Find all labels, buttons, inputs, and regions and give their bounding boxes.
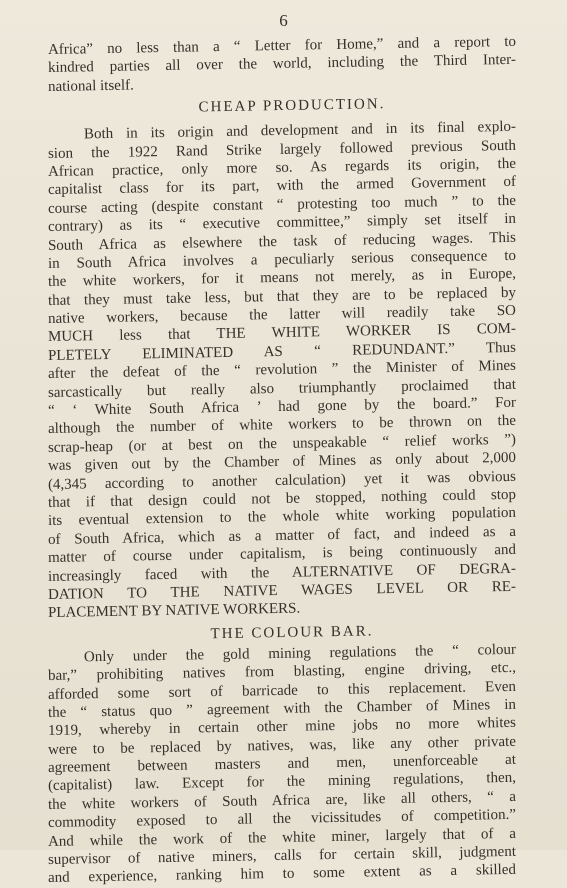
text-line: was given out by the Chamber of Mines as only about 2,000 (47, 450, 517, 475)
text-line: and experience, ranking him to some extent as a skilled (47, 862, 517, 887)
text-line: PLETELY ELIMINATED AS “ REDUNDANT.” Thus (47, 339, 517, 364)
text-line: that if that design could not be stopped, nothing could stop (47, 486, 517, 511)
text-line: scrap-heap (or at best on the unspeakable “ relief works ”) (47, 431, 517, 456)
text-line: Africa” no less than a “ Letter for Home,” and a report to (47, 33, 517, 58)
text-line: sion the 1922 Rand Strike largely followed previous South (47, 137, 517, 162)
text-line: after the defeat of the “ revolution ” the Minister of Mines (47, 358, 517, 383)
text-line: Both in its origin and development and in its final explo- (83, 119, 517, 143)
text-line: kindred parties all over the world, including the Third Inter- (47, 52, 517, 77)
body-text (47, 33, 517, 888)
text-line: although the number of white workers to be thrown on the (47, 413, 517, 438)
text-line: its eventual extension to the whole white working population (47, 505, 517, 530)
text-line: (capitalist) law. Except for the mining regulations, then, (47, 770, 517, 795)
text-line: South Africa as elsewhere the task of reducing wages. This (47, 229, 517, 254)
text-line: the “ status quo ” agreement with the Chamber of Mines in (47, 696, 517, 721)
text-line: matter of course under capitalism, is being continuously and (47, 541, 517, 567)
page-number: 6 (279, 11, 288, 30)
text-line: of South Africa, which as a matter of fact, and indeed as a (47, 523, 517, 548)
text-line: And while the work of the white miner, largely that of a (47, 825, 517, 850)
text-line: African practice, only more so. As regards its origin, the (47, 155, 517, 180)
paragraph-colour-bar (47, 641, 517, 888)
text-line: contrary) as its “ executive committee,” simply set itself in (47, 210, 517, 236)
text-line: 1919, whereby in certain other mine jobs no more whites (47, 715, 517, 740)
text-line: that they must take less, but that they are to be replaced by (47, 284, 517, 309)
text-line: sarcastically but really also triumphantly proclaimed that (47, 376, 517, 401)
text-line: increasingly faced with the ALTERNATIVE OF DEGRA- (47, 560, 517, 585)
text-line: bar,” prohibiting natives from blasting, engine driving, etc., (47, 659, 517, 685)
text-line: national itself. (47, 77, 134, 95)
text-line: in South Africa involves a peculiarly serious consequence to (47, 247, 517, 272)
text-line: course acting (despite constant “ protesting too much ” to the (47, 192, 517, 217)
text-line: supervisor of native miners, calls for certain skill, judgment (47, 843, 517, 869)
text-line: were to be replaced by natives, was, like any other private (47, 733, 517, 758)
text-line: “ ‘ White South Africa ’ had gone by the board.” For (47, 394, 517, 420)
intro-paragraph (47, 33, 517, 96)
text-line: agreement between masters and men, unenforceable at (47, 751, 517, 777)
text-line: PLACEMENT BY NATIVE WORKERS. (47, 600, 301, 622)
section-heading-colour-bar: THE COLOUR BAR. (210, 623, 374, 642)
paragraph-cheap-production (47, 119, 517, 623)
text-line: (4,345 according to another calculation) yet it was obvious (47, 468, 517, 493)
text-line: capitalist class for its part, with the armed Government of (47, 174, 517, 199)
text-line: the white workers, for it means not merely, as in Europe, (47, 266, 517, 291)
text-line: commodity exposed to all the vicissitudes of competition.” (47, 807, 517, 832)
text-line: Only under the gold mining regulations the “ colour (83, 641, 517, 666)
text-line: the white workers of South Africa are, like all others, “ a (47, 788, 517, 813)
text-line: native workers, because the latter will readily take SO (47, 302, 517, 328)
text-line: afforded some sort of barricade to this replacement. Even (47, 678, 517, 703)
text-line: MUCH less that THE WHITE WORKER IS COM- (47, 321, 517, 346)
text-line: DATION TO THE NATIVE WAGES LEVEL OR RE- (47, 578, 517, 603)
section-heading-cheap-production: CHEAP PRODUCTION. (198, 96, 386, 116)
